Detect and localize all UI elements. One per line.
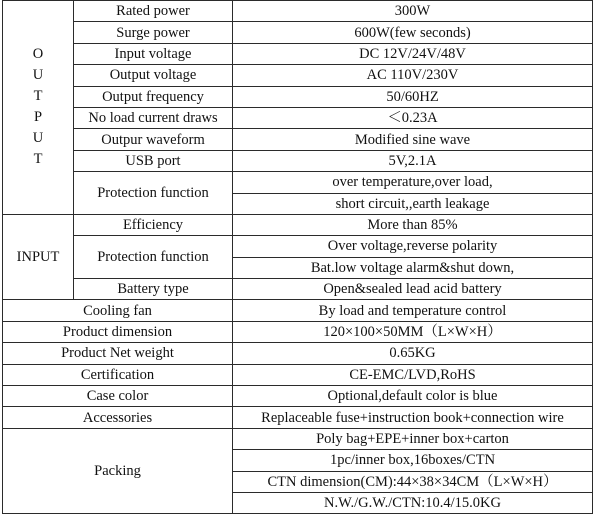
- spec-label: Efficiency: [74, 214, 233, 235]
- spec-label: Output voltage: [74, 65, 233, 86]
- table-row: [3, 279, 593, 300]
- spec-value: Bat.low voltage alarm&shut down,: [233, 257, 593, 278]
- output-section-label: [3, 1, 74, 215]
- spec-value: Modified sine wave: [233, 129, 593, 150]
- table-row: [3, 43, 593, 64]
- table-row: [3, 22, 593, 43]
- table-row: [3, 1, 593, 22]
- table-row: [3, 107, 593, 128]
- spec-value: AC 110V/230V: [233, 65, 593, 86]
- spec-value: CE-EMC/LVD,RoHS: [233, 364, 593, 385]
- spec-label: Case color: [3, 386, 233, 407]
- packing-label: Packing: [3, 428, 233, 514]
- spec-label: Battery type: [74, 279, 233, 300]
- output-letter: U: [32, 67, 44, 84]
- output-letter: T: [33, 151, 43, 168]
- spec-label: Output frequency: [74, 86, 233, 107]
- input-section-label: INPUT: [3, 214, 74, 300]
- table-row: [3, 428, 593, 449]
- spec-value: DC 12V/24V/48V: [233, 43, 593, 64]
- spec-label: USB port: [74, 150, 233, 171]
- spec-value: N.W./G.W./CTN:10.4/15.0KG: [233, 492, 593, 513]
- table-row: [3, 343, 593, 364]
- table-row: [3, 321, 593, 342]
- table-row: [3, 300, 593, 321]
- spec-value: Over voltage,reverse polarity: [233, 236, 593, 257]
- spec-value: Replaceable fuse+instruction book+connection wire: [233, 407, 593, 428]
- spec-label: Outpur waveform: [74, 129, 233, 150]
- output-letter: T: [33, 88, 43, 105]
- spec-value: 120×100×50MM（L×W×H）: [233, 321, 593, 342]
- spec-label: Surge power: [74, 22, 233, 43]
- output-letter: P: [33, 109, 43, 126]
- spec-label: Input voltage: [74, 43, 233, 64]
- spec-value: 1pc/inner box,16boxes/CTN: [233, 450, 593, 471]
- spec-value: Optional,default color is blue: [233, 386, 593, 407]
- spec-value: By load and temperature control: [233, 300, 593, 321]
- spec-table: [2, 0, 593, 514]
- table-row: [3, 129, 593, 150]
- table-row: [3, 86, 593, 107]
- output-vertical-label: [33, 44, 43, 170]
- table-row: [3, 65, 593, 86]
- spec-label: Product Net weight: [3, 343, 233, 364]
- spec-value: ＜0.23A: [233, 107, 593, 128]
- spec-value: 600W(few seconds): [233, 22, 593, 43]
- spec-value: Open&sealed lead acid battery: [233, 279, 593, 300]
- output-letter: O: [32, 46, 44, 63]
- output-letter: U: [32, 130, 44, 147]
- table-row: [3, 150, 593, 171]
- table-row: [3, 236, 593, 257]
- spec-value: 300W: [233, 1, 593, 22]
- spec-value: 50/60HZ: [233, 86, 593, 107]
- table-row: [3, 214, 593, 235]
- spec-value: over temperature,over load,: [233, 172, 593, 193]
- spec-label: Protection function: [74, 172, 233, 215]
- table-row: [3, 407, 593, 428]
- spec-value: CTN dimension(CM):44×38×34CM（L×W×H）: [233, 471, 593, 492]
- spec-label: Certification: [3, 364, 233, 385]
- table-row: [3, 172, 593, 193]
- spec-label: Cooling fan: [3, 300, 233, 321]
- spec-label: Rated power: [74, 1, 233, 22]
- spec-value: More than 85%: [233, 214, 593, 235]
- spec-value: short circuit,,earth leakage: [233, 193, 593, 214]
- table-row: [3, 386, 593, 407]
- table-row: [3, 364, 593, 385]
- spec-value: 5V,2.1A: [233, 150, 593, 171]
- spec-label: Product dimension: [3, 321, 233, 342]
- spec-value: 0.65KG: [233, 343, 593, 364]
- spec-label: Protection function: [74, 236, 233, 279]
- spec-value: Poly bag+EPE+inner box+carton: [233, 428, 593, 449]
- spec-label: No load current draws: [74, 107, 233, 128]
- spec-label: Accessories: [3, 407, 233, 428]
